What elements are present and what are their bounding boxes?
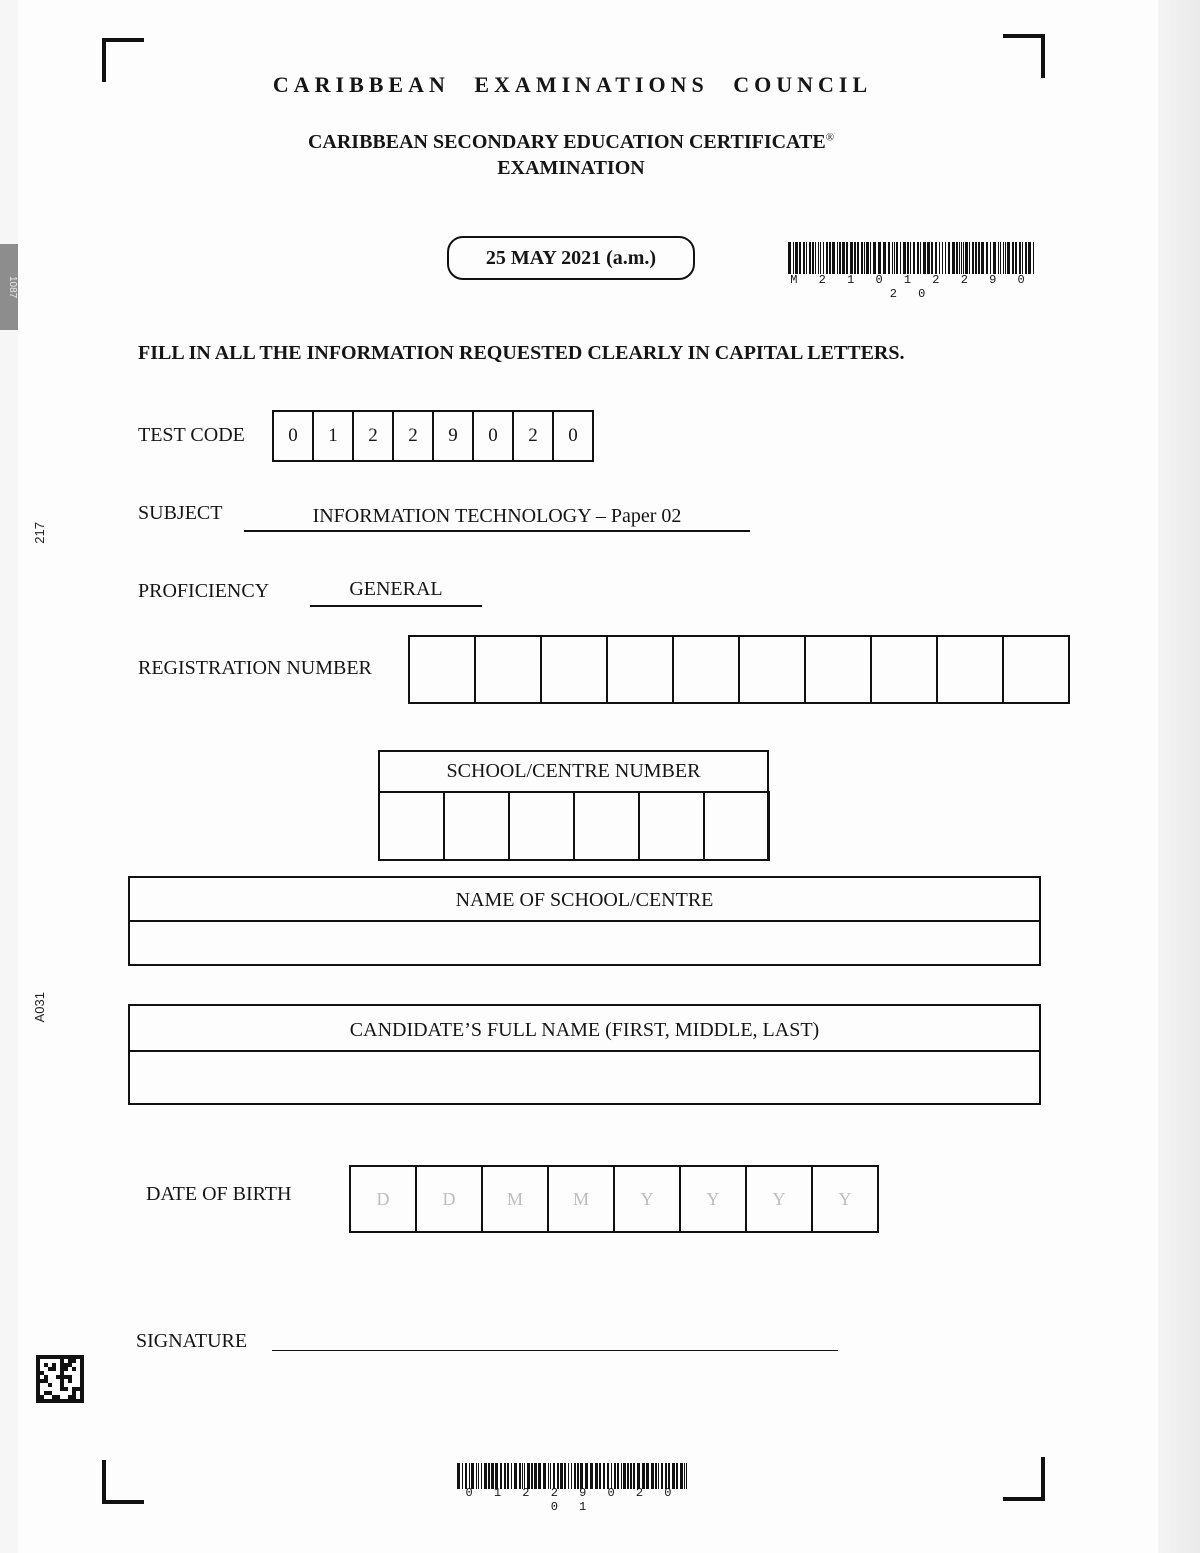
signature-line[interactable] — [272, 1350, 838, 1351]
school-centre-number-box — [378, 750, 769, 861]
test-code-digit: 2 — [352, 410, 394, 462]
registration-cell[interactable] — [408, 635, 476, 704]
registration-cell[interactable] — [1002, 635, 1070, 704]
exam-date: 25 MAY 2021 (a.m.) — [447, 236, 695, 280]
registration-cell[interactable] — [540, 635, 608, 704]
school-centre-number-cell[interactable] — [638, 791, 705, 861]
test-code-digit: 1 — [312, 410, 354, 462]
qr-code-icon — [36, 1355, 84, 1403]
candidate-name-field[interactable] — [130, 1052, 1039, 1103]
school-centre-number-label: SCHOOL/CENTRE NUMBER — [380, 752, 767, 793]
certificate-title — [0, 131, 1142, 154]
date-of-birth-cell[interactable]: M — [481, 1165, 549, 1233]
registration-grid — [408, 635, 1070, 704]
date-of-birth-cell[interactable]: D — [415, 1165, 483, 1233]
school-name-label: NAME OF SCHOOL/CENTRE — [130, 878, 1039, 922]
instruction-text: FILL IN ALL THE INFORMATION REQUESTED CLEARLY IN CAPITAL LETTERS. — [138, 342, 905, 364]
page-left-edge — [0, 0, 18, 1553]
candidate-name-box — [128, 1004, 1041, 1105]
school-centre-number-cell[interactable] — [508, 791, 575, 861]
school-name-box — [128, 876, 1041, 966]
test-code-grid — [272, 410, 594, 462]
side-number-upper: 217 — [32, 522, 47, 544]
certificate-title-text: CARIBBEAN SECONDARY EDUCATION CERTIFICATE — [307, 131, 826, 153]
school-centre-number-cell[interactable] — [573, 791, 640, 861]
registration-cell[interactable] — [738, 635, 806, 704]
barcode-top-text: M 2 1 0 1 2 2 9 0 2 0 — [790, 273, 1032, 301]
registration-cell[interactable] — [672, 635, 740, 704]
registration-cell[interactable] — [936, 635, 1004, 704]
date-of-birth-cell[interactable]: D — [349, 1165, 417, 1233]
side-tab-text: 1087 — [7, 275, 18, 299]
test-code-digit: 0 — [272, 410, 314, 462]
date-of-birth-label: DATE OF BIRTH — [146, 1183, 292, 1205]
side-number-lower: A031 — [32, 992, 47, 1023]
registration-cell[interactable] — [804, 635, 872, 704]
registration-cell[interactable] — [474, 635, 542, 704]
date-of-birth-cell[interactable]: Y — [679, 1165, 747, 1233]
corner-mark-bottom-left — [102, 1460, 144, 1504]
barcode-top — [788, 242, 1034, 274]
test-code-digit: 9 — [432, 410, 474, 462]
registered-mark: ® — [825, 131, 835, 144]
signature-label: SIGNATURE — [136, 1330, 248, 1352]
corner-mark-bottom-right — [1003, 1457, 1045, 1501]
date-of-birth-cell[interactable]: M — [547, 1165, 615, 1233]
subject-label: SUBJECT — [138, 502, 223, 524]
registration-label: REGISTRATION NUMBER — [138, 657, 372, 679]
school-centre-number-cell[interactable] — [378, 791, 445, 861]
examination-title: EXAMINATION — [497, 157, 645, 179]
test-code-label: TEST CODE — [138, 424, 245, 446]
proficiency-value: GENERAL — [310, 578, 482, 607]
date-of-birth-cell[interactable]: Y — [745, 1165, 813, 1233]
test-code-digit: 2 — [392, 410, 434, 462]
registration-cell[interactable] — [606, 635, 674, 704]
date-of-birth-cell[interactable]: Y — [613, 1165, 681, 1233]
proficiency-label: PROFICIENCY — [138, 580, 270, 602]
date-of-birth-cell[interactable]: Y — [811, 1165, 879, 1233]
council-title: CARIBBEAN EXAMINATIONS COUNCIL — [272, 72, 873, 97]
test-code-digit: 0 — [552, 410, 594, 462]
school-centre-number-cell[interactable] — [443, 791, 510, 861]
registration-cell[interactable] — [870, 635, 938, 704]
school-centre-number-cell[interactable] — [703, 791, 770, 861]
school-centre-number-grid — [378, 791, 770, 861]
page-right-edge — [1158, 0, 1200, 1553]
date-of-birth-grid — [349, 1165, 879, 1233]
test-code-digit: 0 — [472, 410, 514, 462]
candidate-name-label: CANDIDATE’S FULL NAME (FIRST, MIDDLE, LAST) — [130, 1006, 1039, 1052]
test-code-digit: 2 — [512, 410, 554, 462]
subject-value: INFORMATION TECHNOLOGY – Paper 02 — [244, 505, 750, 532]
barcode-bottom-text: 0 1 2 2 9 0 2 0 0 1 — [465, 1486, 679, 1514]
school-name-field[interactable] — [130, 922, 1039, 964]
